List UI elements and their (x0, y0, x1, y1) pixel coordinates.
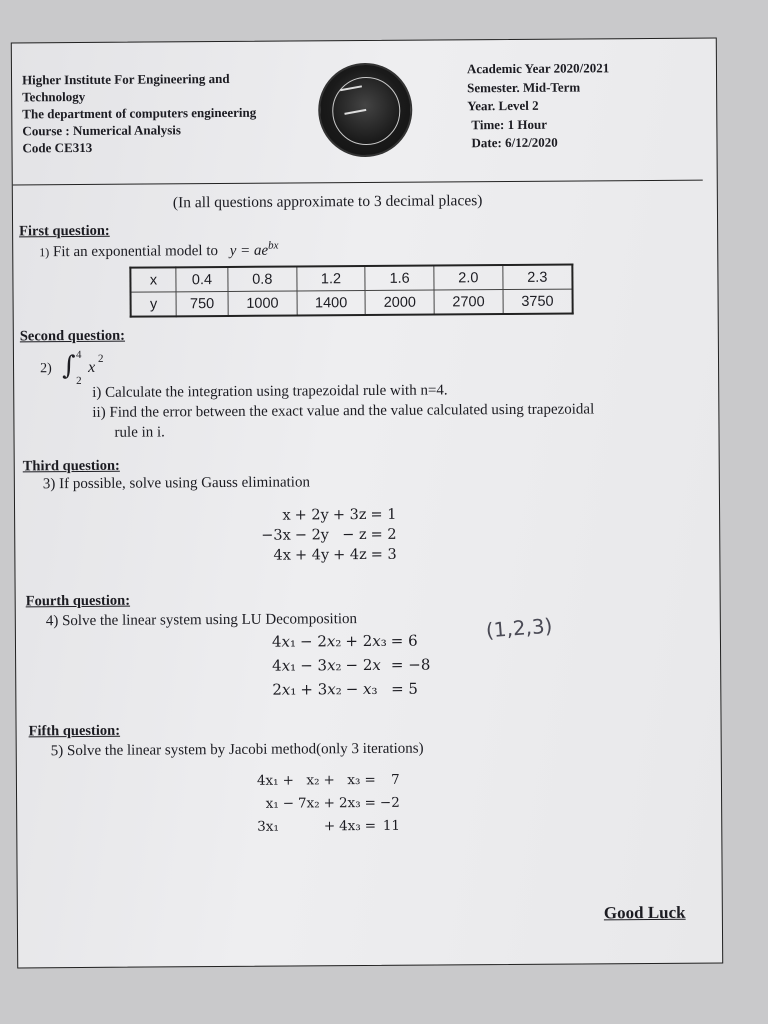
code-line: Code CE313 (22, 139, 93, 156)
table-cell: 0.8 (228, 266, 297, 291)
eq-term: 4𝑥₁ (271, 632, 297, 651)
table-cell: 1.2 (297, 266, 366, 291)
exam-paper (11, 38, 723, 969)
course-line: Course : Numerical Analysis (22, 122, 181, 139)
eq-term: + 3𝑥₂ (300, 680, 342, 699)
eq-term: 7x₂ (297, 795, 320, 812)
q3-text: 3) If possible, solve using Gauss elimination (42, 474, 310, 493)
q5-title: Fifth question: (28, 722, 121, 740)
equation-row (259, 505, 398, 526)
equation-row (259, 525, 398, 546)
eq-term: + 2y (294, 507, 329, 524)
q1-title: First question: (19, 222, 110, 240)
exam-info (467, 59, 610, 152)
eq-rhs: = 3 (370, 546, 397, 563)
eq-rhs: 7 (391, 771, 400, 788)
exam-date: Date: 6/12/2020 (471, 134, 558, 151)
eq-op (281, 816, 296, 839)
eq-rhs: = 5 (390, 679, 419, 698)
eq-term: x₃ (347, 772, 361, 789)
q3-title: Third question: (22, 457, 120, 475)
q4-equations (270, 629, 433, 702)
instruction-note: (In all questions approximate to 3 decimal places) (172, 192, 483, 212)
eq-op: − (282, 795, 295, 812)
table-cell: 2000 (365, 290, 434, 315)
eq-term: 4x (273, 547, 291, 564)
table-cell: 2.3 (503, 265, 573, 290)
table-x-label: x (130, 267, 176, 292)
table-cell: 1400 (297, 291, 366, 316)
q4-text: 4) Solve the linear system using LU Decomposition (45, 611, 358, 630)
equation-row (270, 653, 432, 678)
table-cell: 0.4 (176, 267, 228, 292)
eq-term: 2𝑥₁ (272, 680, 297, 699)
q2-lower-limit: 2 (76, 374, 82, 388)
eq-term: 4𝑥₁ (272, 656, 297, 675)
equation-row (270, 677, 432, 702)
institute-line-1: Higher Institute For Engineering and (21, 70, 230, 88)
q1-model: y = ae (229, 242, 269, 259)
eq-term: x₂ (306, 772, 320, 789)
eq-rhs: = 6 (390, 631, 418, 650)
eq-op: = (364, 771, 376, 789)
eq-rhs: = 1 (370, 506, 397, 523)
eq-rhs: 11 (382, 817, 401, 834)
q2-integrand: x (87, 358, 96, 376)
q2-number: 2) (40, 361, 52, 377)
year-level: Year. Level 2 (467, 97, 539, 114)
institute-line-2: Technology (22, 88, 86, 105)
eq-term: − 𝑥₃ (345, 679, 378, 699)
eq-term: − 2𝑥 (345, 655, 381, 675)
eq-term: 4x₁ (256, 772, 279, 789)
eq-op: + (282, 772, 294, 789)
q1-number: 1) (39, 245, 50, 260)
eq-op: = (364, 817, 377, 835)
handwritten-answer: (1,2,3) (485, 613, 554, 643)
equation-row (259, 545, 398, 566)
q5-equations (255, 769, 402, 839)
q1-instruction: Fit an exponential model to (52, 243, 219, 261)
eq-term (296, 815, 322, 838)
q1-data-table (129, 264, 573, 318)
eq-term: x₁ (265, 795, 279, 812)
institute-seal-logo (318, 63, 413, 158)
eq-term: + 2𝑥₃ (345, 631, 387, 651)
eq-term: − 2y (294, 527, 330, 544)
eq-term: − 2𝑥₂ (299, 632, 342, 651)
equation-row (255, 792, 402, 816)
table-row-x (130, 265, 572, 293)
q5-text: 5) Solve the linear system by Jacobi method(only 3 iterations) (50, 740, 424, 760)
header-divider (13, 180, 703, 186)
q3-equations (259, 505, 399, 566)
table-cell: 1000 (228, 291, 297, 316)
department-line: The department of computers engineering (22, 104, 257, 122)
eq-term: + 3z (332, 507, 367, 524)
eq-op: = (364, 794, 376, 812)
table-cell: 3750 (503, 289, 573, 314)
eq-op: + (323, 818, 336, 835)
table-cell: 2.0 (434, 265, 503, 290)
seal-ring (332, 77, 400, 145)
eq-term: + 4z (333, 547, 367, 564)
eq-rhs: = 2 (370, 526, 397, 543)
institute-info (22, 69, 313, 156)
eq-op: + (323, 795, 336, 812)
table-row-y (131, 289, 573, 317)
seal-emblem-icon (340, 85, 366, 115)
equation-row (270, 629, 432, 654)
table-cell: 1.6 (365, 266, 434, 291)
exam-time: Time: 1 Hour (471, 116, 548, 132)
equation-row (255, 769, 402, 793)
q1-text (39, 240, 278, 262)
integral-sign-icon: ∫ (61, 351, 76, 382)
semester: Semester. Mid-Term (467, 79, 581, 95)
q2-title: Second question: (19, 327, 126, 345)
eq-op: + (323, 772, 335, 789)
eq-term: x (282, 507, 291, 524)
q2-integrand-exponent: 2 (97, 352, 104, 365)
q4-title: Fourth question: (25, 592, 131, 610)
q2-part-ii-cont: rule in i. (114, 424, 165, 441)
q1-model-exponent: bx (268, 239, 279, 252)
table-y-label: y (131, 292, 177, 317)
q2-integral (40, 348, 160, 388)
eq-rhs: −2 (379, 794, 400, 811)
good-luck-text: Good Luck (603, 902, 686, 923)
eq-term: 3x₁ (257, 818, 279, 835)
q2-part-ii: ii) Find the error between the exact value and the value calculated using trapezoidal (92, 401, 595, 421)
eq-term: −3x (261, 527, 291, 544)
eq-term: − 3𝑥₂ (300, 656, 342, 675)
table-cell: 750 (176, 291, 228, 316)
eq-term: + 4y (294, 547, 330, 564)
eq-term: 4x₃ (339, 818, 361, 835)
eq-term: 2x₃ (338, 795, 361, 812)
table-cell: 2700 (434, 290, 503, 315)
academic-year: Academic Year 2020/2021 (466, 60, 610, 77)
eq-term: − z (342, 527, 367, 544)
eq-rhs: = −8 (390, 655, 431, 674)
q2-part-i: i) Calculate the integration using trapezoidal rule with n=4. (92, 382, 448, 401)
equation-row (255, 815, 402, 839)
q2-upper-limit: 4 (75, 348, 82, 362)
